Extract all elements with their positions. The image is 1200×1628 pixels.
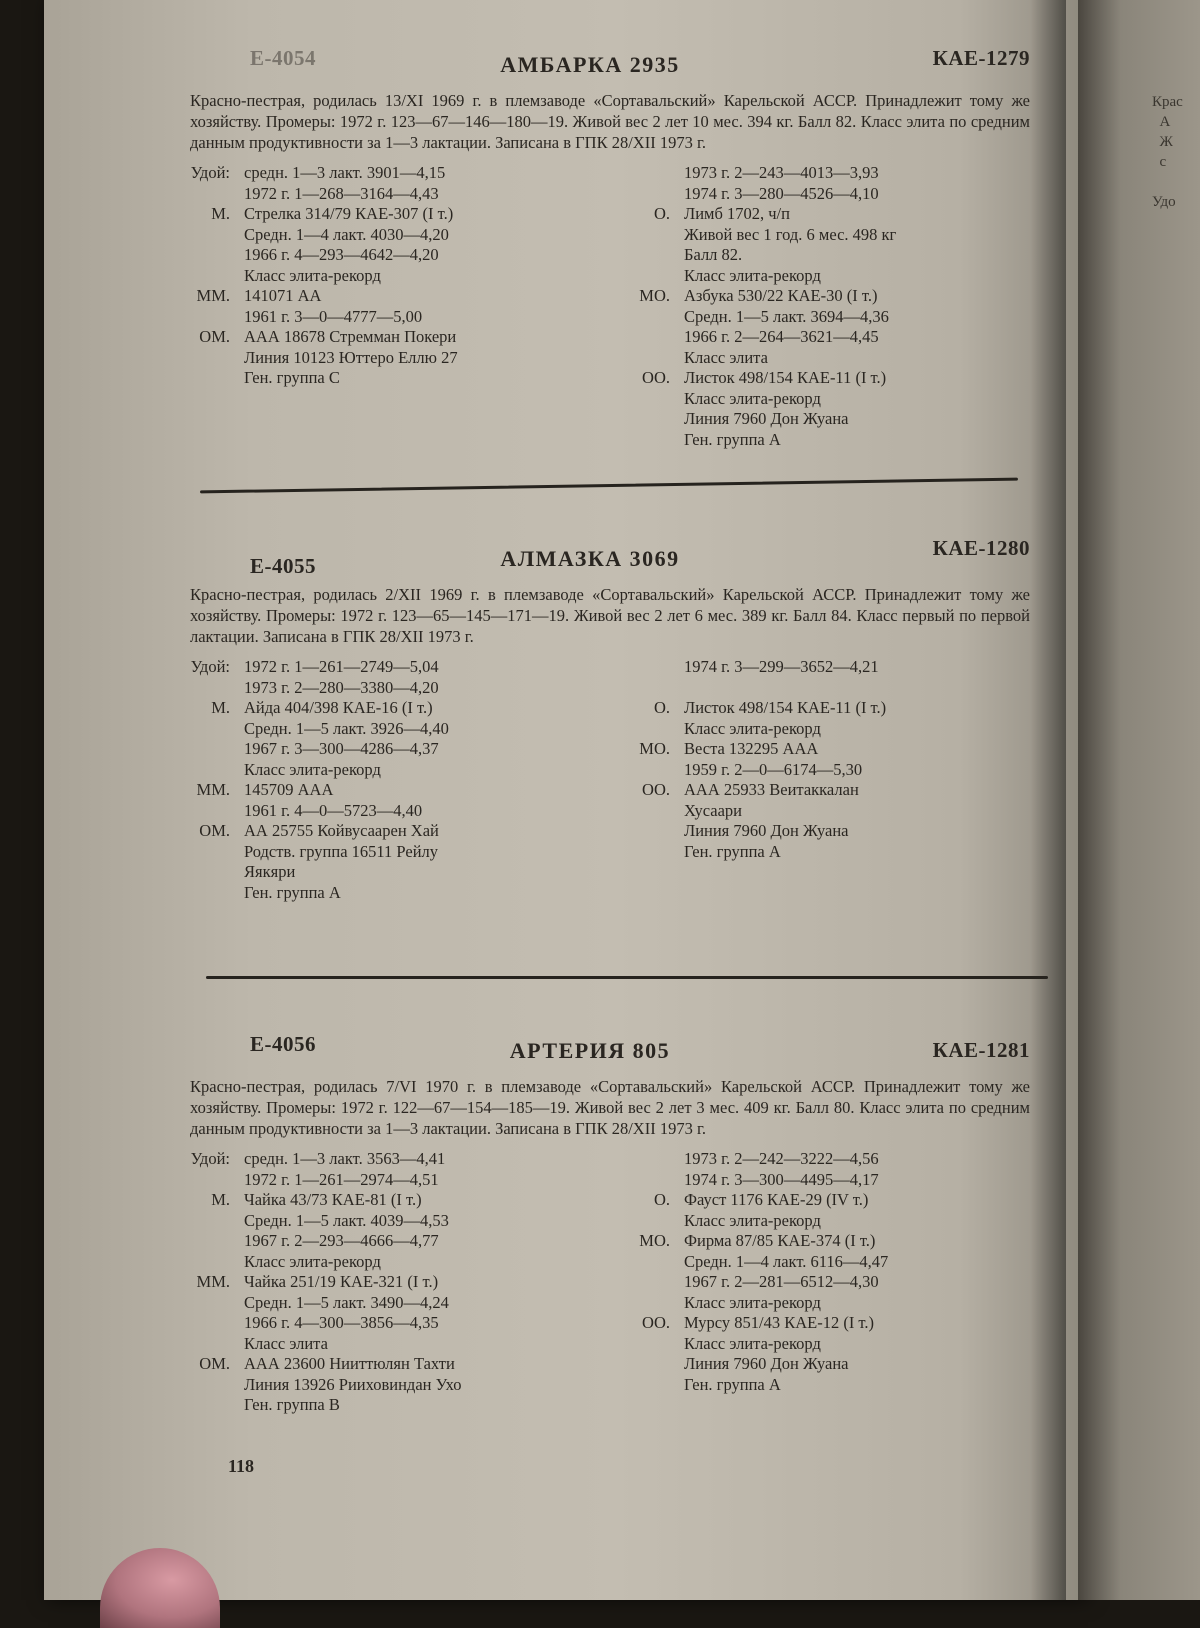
pedigree-line <box>590 739 1030 760</box>
pedigree-text: Азбука 530/22 КАЕ-30 (I т.) <box>684 286 878 305</box>
pedigree-line <box>150 245 590 266</box>
pedigree-line <box>150 1170 590 1191</box>
pedigree-line <box>150 327 590 348</box>
pedigree-label <box>590 307 684 328</box>
pedigree-text: 1959 г. 2—0—6174—5,30 <box>684 759 863 779</box>
pedigree-line <box>150 1293 590 1314</box>
pedigree-label <box>150 739 244 760</box>
pedigree-text: Линия 7960 Дон Жуана <box>684 1354 849 1373</box>
pedigree-label <box>590 348 684 369</box>
pedigree-label <box>590 1170 684 1191</box>
pedigree-label <box>150 1231 244 1252</box>
pedigree-right-column <box>590 657 1030 903</box>
pedigree-text: Ген. группа А <box>684 841 781 861</box>
pedigree-line <box>590 1190 1030 1211</box>
pedigree-line <box>590 430 1030 451</box>
pedigree-line <box>150 719 590 740</box>
pedigree-label: М. <box>211 1190 230 1209</box>
pedigree-label <box>590 821 684 842</box>
pedigree-label: ОМ. <box>199 821 230 840</box>
pedigree-label <box>150 266 244 287</box>
pedigree-text: Класс элита <box>244 1333 328 1353</box>
pedigree-text: 1967 г. 3—300—4286—4,37 <box>244 739 439 758</box>
pedigree-line <box>590 1252 1030 1273</box>
entry-ambarka <box>150 46 1030 450</box>
pedigree-label: МО. <box>639 286 670 305</box>
pedigree-right-column <box>590 1149 1030 1416</box>
pedigree-line <box>150 1211 590 1232</box>
pedigree-text: Балл 82. <box>684 245 743 264</box>
entry-pedigree <box>150 163 1030 450</box>
pedigree-label <box>150 678 244 699</box>
pedigree-text: Линия 13926 Рииховиндан Ухо <box>244 1374 462 1394</box>
pedigree-label: Удой: <box>190 163 230 182</box>
pedigree-text: 145709 ААА <box>244 780 334 799</box>
pedigree-label: ОО. <box>642 368 670 387</box>
pedigree-line <box>590 204 1030 225</box>
pedigree-label <box>590 842 684 863</box>
pedigree-label <box>590 760 684 781</box>
entry-description: Красно-пестрая, родилась 2/XII 1969 г. в племзаводе «Сортавальский» Карельской АССР. Принадлежит тому же хозяйству. Промеры: 1972 г. 123—65—145—171—19. Живой вес 2 лет 6 мес. 389 кг. Балл 84. Класс первый по первой лактации. Записана в ГПК 28/XII 1973 г. <box>190 585 1030 646</box>
pedigree-line <box>590 409 1030 430</box>
pedigree-text: 1974 г. 3—299—3652—4,21 <box>684 657 879 676</box>
pedigree-text: Ген. группа А <box>684 1374 781 1394</box>
pedigree-text: Класс элита-рекорд <box>684 718 821 738</box>
next-page-fragment: Крас А Ж с Удо <box>1152 94 1183 210</box>
pedigree-text: Класс элита-рекорд <box>684 388 821 408</box>
entry-header <box>150 46 1030 90</box>
entry-arteriya <box>150 1032 1030 1416</box>
pedigree-text: Ген. группа В <box>244 1395 340 1414</box>
pedigree-label <box>150 1395 244 1416</box>
pedigree-label <box>150 1252 244 1273</box>
pedigree-label <box>590 1354 684 1375</box>
pedigree-line <box>590 368 1030 389</box>
pedigree-text: Стрелка 314/79 КАЕ-307 (I т.) <box>244 204 454 223</box>
pedigree-label: ММ. <box>196 1272 230 1291</box>
pedigree-label <box>150 719 244 740</box>
pedigree-label <box>150 1334 244 1355</box>
pedigree-line <box>150 1313 590 1334</box>
pedigree-line <box>590 719 1030 740</box>
entry-description: Красно-пестрая, родилась 13/XI 1969 г. в племзаводе «Сортавальский» Карельской АССР. Принадлежит тому же хозяйству. Промеры: 1972 г. 123—67—146—180—19. Живой вес 2 лет 10 мес. 394 кг. Балл 82. Класс элита по средним данным продуктивности за 1—3 лактации. Записана в ГПК 28/XII 1973 г. <box>190 91 1030 152</box>
pedigree-text: Класс элита-рекорд <box>244 265 381 285</box>
pedigree-line <box>590 327 1030 348</box>
entry-code-left: Е-4055 <box>250 554 316 578</box>
pedigree-line <box>590 163 1030 184</box>
pedigree-line <box>150 739 590 760</box>
pedigree-text: Средн. 1—5 лакт. 4039—4,53 <box>244 1210 449 1230</box>
pedigree-left-column <box>150 163 590 450</box>
pedigree-text: 141071 АА <box>244 286 322 305</box>
pedigree-text: ААА 18678 Стремман Покери <box>244 327 457 346</box>
pedigree-line <box>150 760 590 781</box>
pedigree-text: 1961 г. 4—0—5723—4,40 <box>244 800 423 820</box>
pedigree-line <box>150 1231 590 1252</box>
pedigree-line <box>150 678 590 699</box>
entry-description: Красно-пестрая, родилась 7/VI 1970 г. в племзаводе «Сортавальский» Карельской АССР. Принадлежит тому же хозяйству. Промеры: 1972 г. 122—67—154—185—19. Живой вес 2 лет 3 мес. 409 кг. Балл 80. Класс элита по средним данным продуктивности за 1—3 лактации. Записана в ГПК 28/XII 1973 г. <box>190 1077 1030 1138</box>
pedigree-label <box>150 307 244 328</box>
pedigree-line <box>590 1211 1030 1232</box>
pedigree-label <box>590 678 684 699</box>
pedigree-line <box>590 821 1030 842</box>
pedigree-label: ММ. <box>196 286 230 305</box>
entry-name: АЛМАЗКА 3069 <box>500 546 680 571</box>
pedigree-text: Айда 404/398 КАЕ-16 (I т.) <box>244 698 433 717</box>
pedigree-text: Живой вес 1 год. 6 мес. 498 кг <box>684 224 897 244</box>
section-divider <box>206 976 1048 979</box>
pedigree-label: ОМ. <box>199 327 230 346</box>
pedigree-label <box>590 389 684 410</box>
pedigree-text: Хусаари <box>684 800 742 820</box>
pedigree-line <box>150 801 590 822</box>
pedigree-text: 1974 г. 3—280—4526—4,10 <box>684 183 879 203</box>
next-page-edge <box>1078 0 1200 1600</box>
pedigree-label <box>150 1211 244 1232</box>
pedigree-label <box>150 801 244 822</box>
pedigree-text: ААА 23600 Нииттюлян Тахти <box>244 1354 455 1373</box>
pedigree-text: Ген. группа А <box>244 882 341 902</box>
pedigree-label <box>150 348 244 369</box>
pedigree-label <box>590 409 684 430</box>
pedigree-line <box>590 1231 1030 1252</box>
pedigree-line <box>150 1149 590 1170</box>
pedigree-label <box>590 801 684 822</box>
pedigree-line <box>590 307 1030 328</box>
pedigree-label <box>150 368 244 389</box>
pedigree-text: 1973 г. 2—242—3222—4,56 <box>684 1149 879 1168</box>
entry-code-left: Е-4056 <box>250 1032 316 1056</box>
page-spine-shadow <box>1030 0 1066 1600</box>
pedigree-line <box>590 657 1030 678</box>
pedigree-label <box>590 245 684 266</box>
entry-code-left: Е-4054 <box>250 46 316 70</box>
pedigree-label: Удой: <box>190 657 230 676</box>
pedigree-line <box>150 862 590 883</box>
pedigree-text: Фирма 87/85 КАЕ-374 (I т.) <box>684 1231 876 1250</box>
pedigree-text: Чайка 251/19 КАЕ-321 (I т.) <box>244 1272 439 1291</box>
pedigree-label <box>150 760 244 781</box>
pedigree-label: ОО. <box>642 780 670 799</box>
pedigree-line <box>150 1354 590 1375</box>
pedigree-line <box>590 1354 1030 1375</box>
pedigree-label <box>590 225 684 246</box>
entry-code-right: КАЕ-1281 <box>932 1038 1030 1062</box>
pedigree-label: М. <box>211 698 230 717</box>
pedigree-text: Средн. 1—5 лакт. 3694—4,36 <box>684 306 889 326</box>
entry-header <box>150 536 1030 584</box>
pedigree-text: 1972 г. 1—261—2974—4,51 <box>244 1169 439 1189</box>
pedigree-text: Класс элита-рекорд <box>684 1210 821 1230</box>
pedigree-text: 1972 г. 1—268—3164—4,43 <box>244 183 439 203</box>
entry-name: АМБАРКА 2935 <box>500 52 680 77</box>
entry-pedigree <box>150 657 1030 903</box>
page-number: 118 <box>228 1456 255 1476</box>
pedigree-label: Удой: <box>190 1149 230 1168</box>
pedigree-text: Класс элита-рекорд <box>684 265 821 285</box>
pedigree-text: 1972 г. 1—261—2749—5,04 <box>244 657 439 676</box>
pedigree-line <box>590 1334 1030 1355</box>
pedigree-line <box>150 1334 590 1355</box>
pedigree-text: Ген. группа С <box>244 368 340 387</box>
pedigree-line <box>150 286 590 307</box>
pedigree-text: Класс элита-рекорд <box>244 759 381 779</box>
pedigree-label <box>590 1252 684 1273</box>
pedigree-line <box>150 204 590 225</box>
pedigree-label <box>590 1293 684 1314</box>
pedigree-text: 1967 г. 2—281—6512—4,30 <box>684 1272 879 1291</box>
pedigree-text: Листок 498/154 КАЕ-11 (I т.) <box>684 698 887 717</box>
pedigree-label <box>590 430 684 451</box>
pedigree-text: Класс элита-рекорд <box>684 1333 821 1353</box>
pedigree-line <box>150 698 590 719</box>
pedigree-text: Фауст 1176 КАЕ-29 (IV т.) <box>684 1190 869 1209</box>
pedigree-label <box>150 184 244 205</box>
pedigree-label <box>590 163 684 184</box>
pedigree-line <box>590 678 1030 699</box>
pedigree-line <box>150 1252 590 1273</box>
pedigree-text: Класс элита <box>684 347 768 367</box>
pedigree-line <box>150 657 590 678</box>
pedigree-text: Ген. группа А <box>684 429 781 449</box>
pedigree-text: средн. 1—3 лакт. 3563—4,41 <box>244 1149 446 1168</box>
pedigree-line <box>150 163 590 184</box>
pedigree-line <box>590 1375 1030 1396</box>
pedigree-line <box>590 348 1030 369</box>
pedigree-label <box>590 1334 684 1355</box>
pedigree-line <box>150 1395 590 1416</box>
pedigree-label: МО. <box>639 1231 670 1250</box>
pedigree-text: Средн. 1—4 лакт. 4030—4,20 <box>244 224 449 244</box>
pedigree-label: О. <box>653 698 670 717</box>
pedigree-label <box>150 1293 244 1314</box>
entry-code-right: КАЕ-1279 <box>932 46 1030 70</box>
pedigree-text: ААА 25933 Веитаккалан <box>684 780 859 799</box>
pedigree-line <box>150 821 590 842</box>
pedigree-line <box>150 368 590 389</box>
pedigree-line <box>590 780 1030 801</box>
pedigree-line <box>150 883 590 904</box>
pedigree-text: 1973 г. 2—280—3380—4,20 <box>244 677 439 697</box>
pedigree-text: Линия 7960 Дон Жуана <box>684 821 849 840</box>
pedigree-label <box>590 1375 684 1396</box>
pedigree-text: Класс элита-рекорд <box>244 1251 381 1271</box>
pedigree-line <box>590 1170 1030 1191</box>
pedigree-line <box>150 1375 590 1396</box>
pedigree-line <box>150 225 590 246</box>
pedigree-line <box>150 1272 590 1293</box>
entry-code-right: КАЕ-1280 <box>932 536 1030 560</box>
pedigree-label <box>150 1313 244 1334</box>
pedigree-line <box>590 266 1030 287</box>
pedigree-label <box>590 719 684 740</box>
pedigree-label <box>150 245 244 266</box>
pedigree-text: 1966 г. 4—300—3856—4,35 <box>244 1313 439 1332</box>
pedigree-text: средн. 1—3 лакт. 3901—4,15 <box>244 163 446 182</box>
pedigree-text: 1973 г. 2—243—4013—3,93 <box>684 163 879 182</box>
pedigree-label <box>150 225 244 246</box>
pedigree-line <box>590 225 1030 246</box>
pedigree-text: Чайка 43/73 КАЕ-81 (I т.) <box>244 1190 422 1209</box>
pedigree-text: Мурсу 851/43 КАЕ-12 (I т.) <box>684 1313 875 1332</box>
pedigree-label <box>150 862 244 883</box>
pedigree-line <box>150 780 590 801</box>
pedigree-text: АА 25755 Койвусаарен Хай <box>244 821 439 840</box>
pedigree-text: Лимб 1702, ч/п <box>684 204 790 223</box>
pedigree-line <box>150 348 590 369</box>
pedigree-text: 1967 г. 2—293—4666—4,77 <box>244 1231 439 1250</box>
pedigree-label: О. <box>653 204 670 223</box>
pedigree-text: Класс элита-рекорд <box>684 1292 821 1312</box>
entry-pedigree <box>150 1149 1030 1416</box>
pedigree-line <box>590 1272 1030 1293</box>
pedigree-text: Линия 7960 Дон Жуана <box>684 409 849 428</box>
pedigree-label: О. <box>653 1190 670 1209</box>
pedigree-text: Яякяри <box>244 862 296 881</box>
pedigree-label: ММ. <box>196 780 230 799</box>
pedigree-line <box>590 801 1030 822</box>
pedigree-line <box>590 286 1030 307</box>
pedigree-label: ОО. <box>642 1313 670 1332</box>
pedigree-right-column <box>590 163 1030 450</box>
pedigree-text: 1961 г. 3—0—4777—5,00 <box>244 306 423 326</box>
pedigree-label <box>590 184 684 205</box>
pedigree-text: 1974 г. 3—300—4495—4,17 <box>684 1169 879 1189</box>
pedigree-label <box>590 266 684 287</box>
pedigree-label: МО. <box>639 739 670 758</box>
pedigree-text: Линия 10123 Юттеро Еллю 27 <box>244 347 458 367</box>
pedigree-line <box>590 1149 1030 1170</box>
pedigree-text: Средн. 1—5 лакт. 3926—4,40 <box>244 718 449 738</box>
pedigree-text: Веста 132295 ААА <box>684 739 819 758</box>
pedigree-line <box>590 760 1030 781</box>
pedigree-label <box>590 657 684 678</box>
pedigree-line <box>590 1293 1030 1314</box>
pedigree-label <box>150 1170 244 1191</box>
pedigree-text: 1966 г. 4—293—4642—4,20 <box>244 245 439 264</box>
pedigree-line <box>590 842 1030 863</box>
pedigree-line <box>150 307 590 328</box>
pedigree-line <box>590 245 1030 266</box>
pedigree-line <box>150 184 590 205</box>
entry-name: АРТЕРИЯ 805 <box>509 1038 671 1063</box>
entry-almazka <box>150 536 1030 903</box>
pedigree-line <box>150 842 590 863</box>
pedigree-text: Средн. 1—5 лакт. 3490—4,24 <box>244 1292 449 1312</box>
pedigree-label: ОМ. <box>199 1354 230 1373</box>
pedigree-label <box>150 1375 244 1396</box>
pedigree-label <box>150 842 244 863</box>
pedigree-line <box>150 1190 590 1211</box>
pedigree-text: Листок 498/154 КАЕ-11 (I т.) <box>684 368 887 387</box>
pedigree-line <box>590 698 1030 719</box>
pedigree-line <box>590 389 1030 410</box>
pedigree-text: Средн. 1—4 лакт. 6116—4,47 <box>684 1251 889 1271</box>
pedigree-line <box>590 1313 1030 1334</box>
pedigree-label <box>590 1149 684 1170</box>
pedigree-left-column <box>150 657 590 903</box>
pedigree-label <box>590 1272 684 1293</box>
pedigree-text: 1966 г. 2—264—3621—4,45 <box>684 327 879 346</box>
pedigree-line <box>150 266 590 287</box>
pedigree-label <box>150 883 244 904</box>
pedigree-line <box>590 184 1030 205</box>
pedigree-label <box>590 327 684 348</box>
pedigree-left-column <box>150 1149 590 1416</box>
pedigree-text: Родств. группа 16511 Рейлу <box>244 841 439 861</box>
pedigree-label: М. <box>211 204 230 223</box>
entry-header <box>150 1032 1030 1076</box>
pedigree-label <box>590 1211 684 1232</box>
